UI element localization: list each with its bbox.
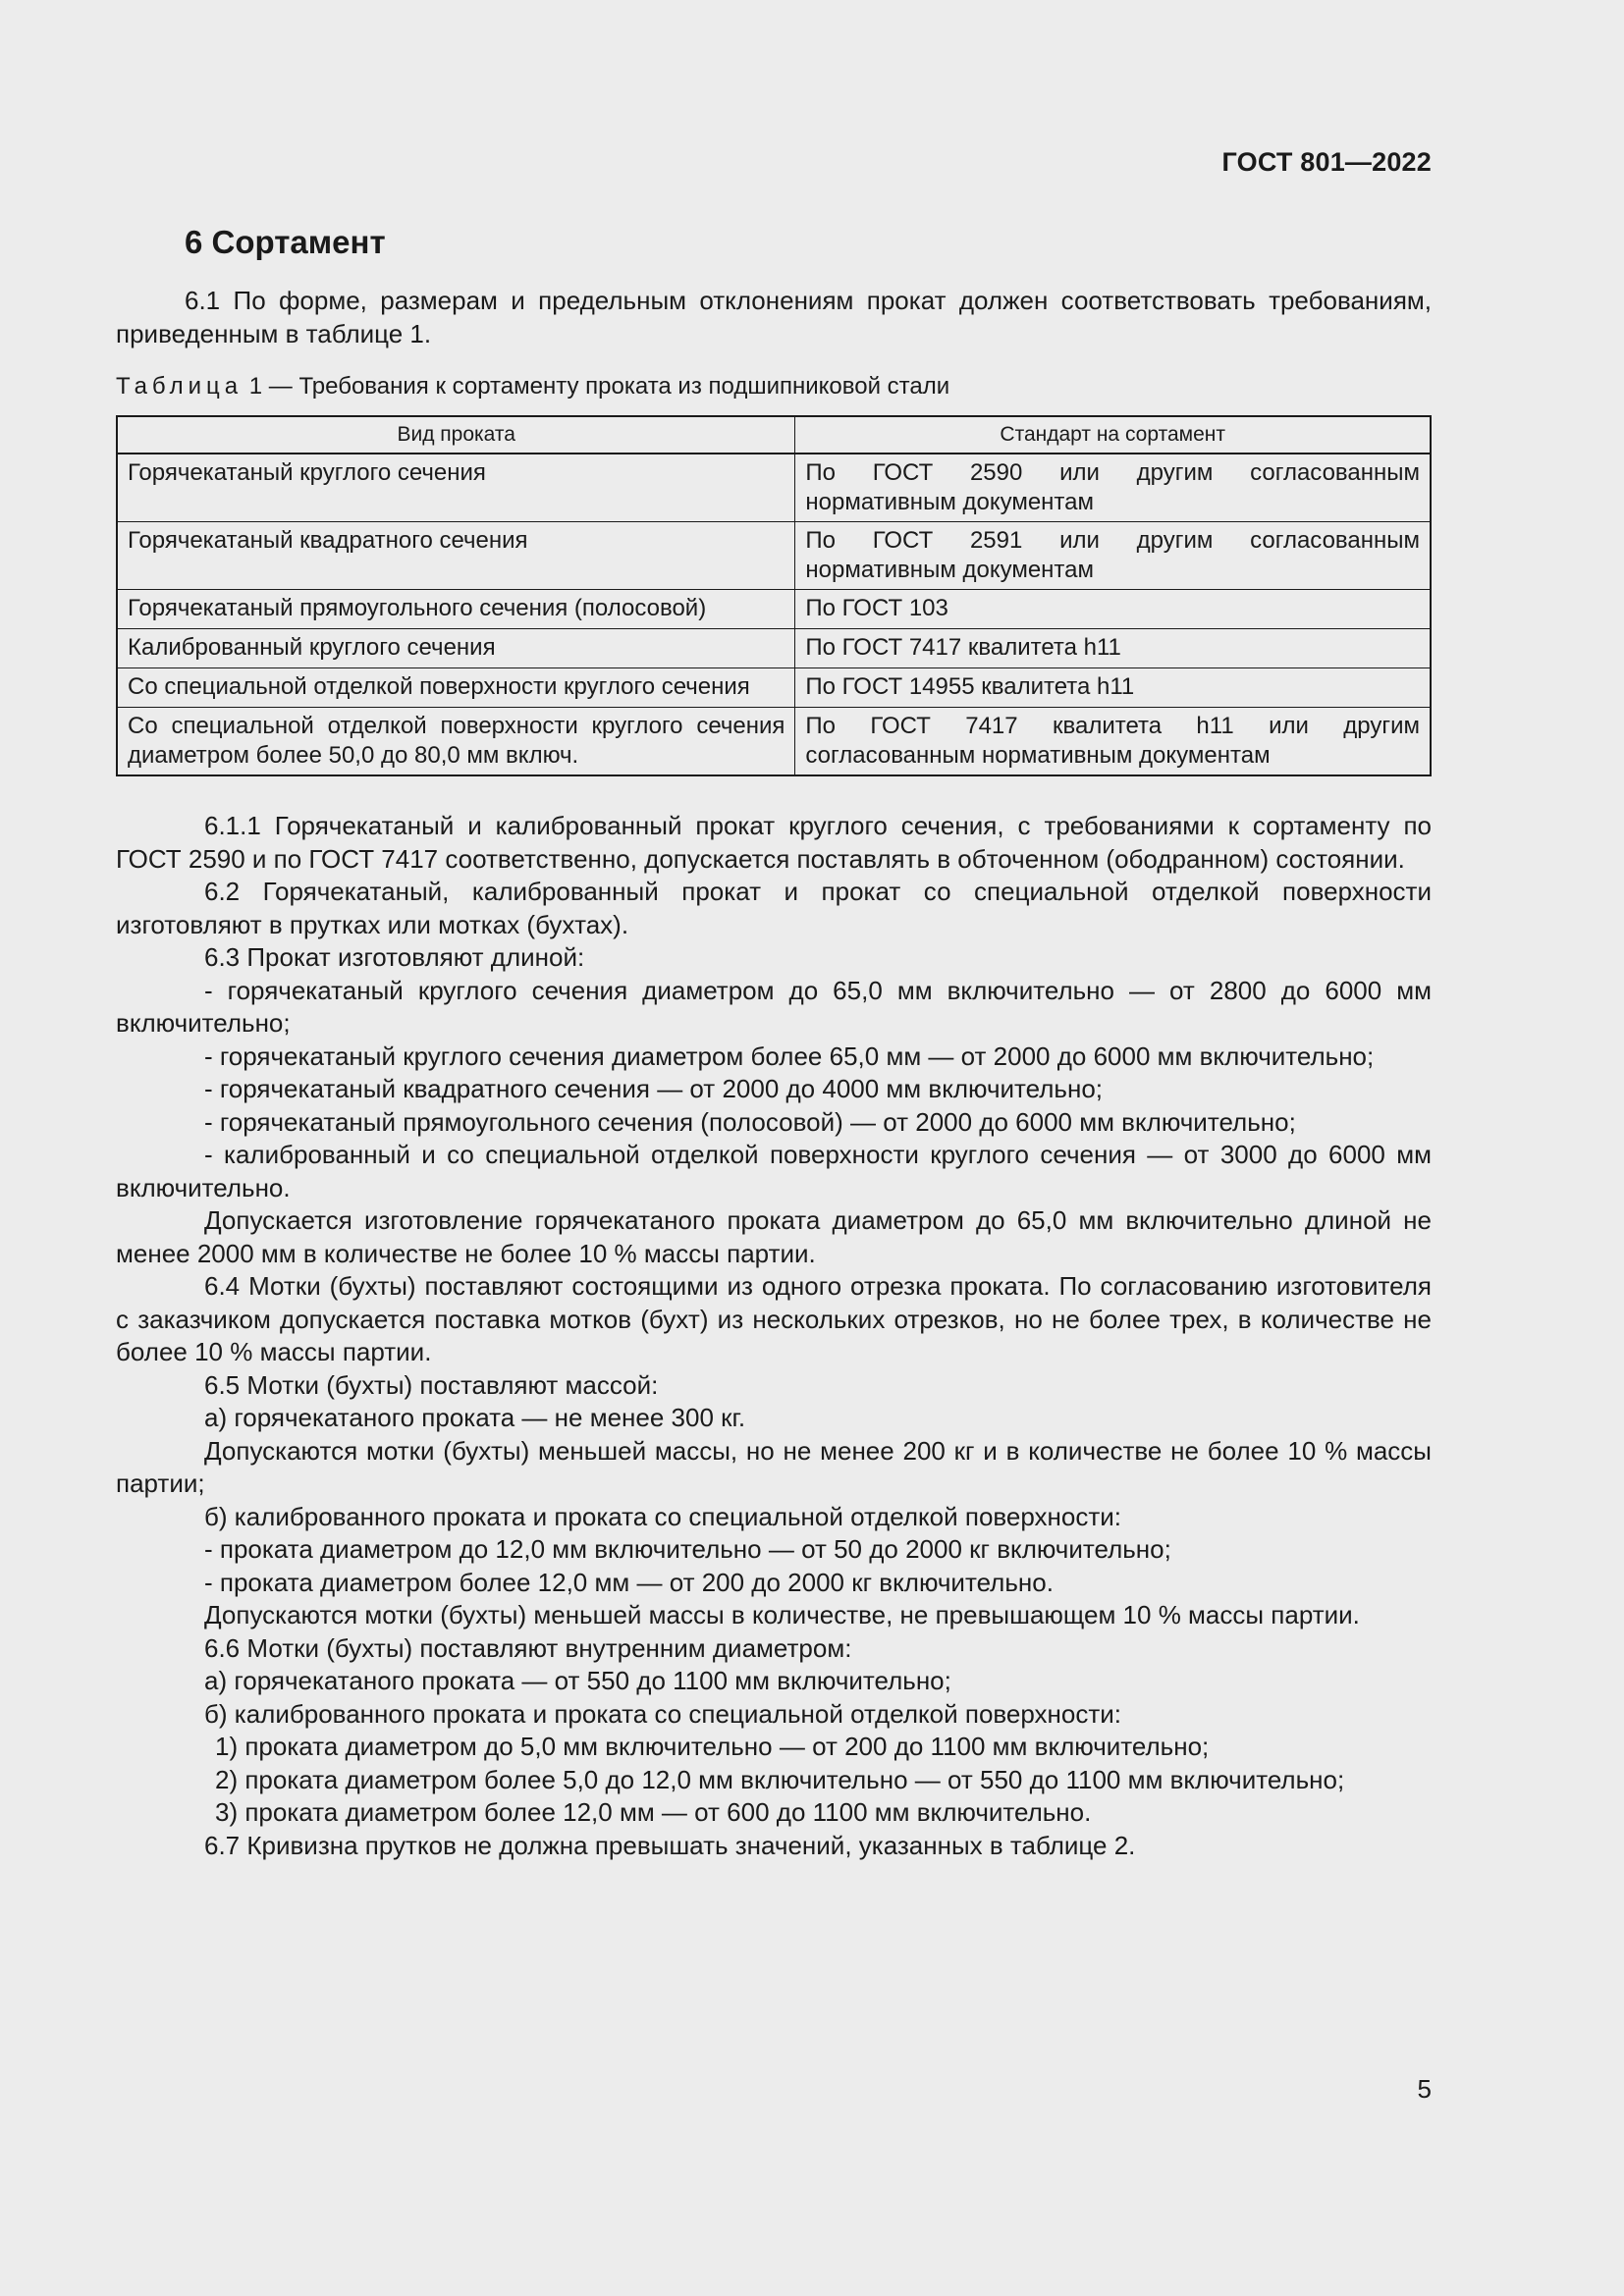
table-cell: Калиброванный круглого сечения (117, 629, 795, 668)
table-row (117, 629, 1431, 668)
list-item: а) горячекатаного проката — от 550 до 1100 мм включительно; (204, 1666, 951, 1695)
paragraph-6-3: 6.3 Прокат изготовляют длиной: (204, 942, 585, 972)
table-cell: Со специальной отделкой поверхности круглого сечения диаметром более 50,0 до 80,0 мм включ. (117, 708, 795, 776)
paragraph-6-5: 6.5 Мотки (бухты) поставляют массой: (204, 1369, 659, 1400)
table-cell: По ГОСТ 7417 квалитета h11 (795, 629, 1431, 668)
table-cell: По ГОСТ 2591 или другим согласованным нормативным документам (795, 522, 1431, 590)
table-row (117, 522, 1431, 590)
list-item: а) горячекатаного проката — не менее 300 кг. (204, 1403, 746, 1432)
body-text (116, 810, 1432, 1862)
table-row (117, 590, 1431, 629)
paragraph-6-4: 6.4 Мотки (бухты) поставляют состоящими из одного отрезка проката. По согласованию изготовителя с заказчиком допускается поставка мотков (бухт) из нескольких отрезков, но не более трех, в количестве не более 10 % массы партии. (116, 1271, 1432, 1366)
list-item: 2) проката диаметром более 5,0 до 12,0 мм включительно — от 550 до 1100 мм включительно; (215, 1764, 1345, 1794)
table-row (117, 668, 1431, 708)
paragraph: Допускаются мотки (бухты) меньшей массы в количестве, не превышающем 10 % массы партии. (204, 1600, 1360, 1629)
paragraph: Допускаются мотки (бухты) меньшей массы, но не менее 200 кг и в количестве не более 10 % массы партии; (116, 1435, 1432, 1498)
list-item: - проката диаметром до 12,0 мм включительно — от 50 до 2000 кг включительно; (204, 1534, 1171, 1564)
table-caption-word: Таблица (116, 373, 244, 400)
header-cell-standard: Стандарт на сортамент (795, 416, 1431, 454)
header-cell-product-type: Вид проката (117, 416, 795, 454)
table-row (117, 708, 1431, 776)
page-number: 5 (1417, 2074, 1432, 2104)
table-caption (116, 373, 949, 400)
paragraph-6-1-1: 6.1.1 Горячекатаный и калиброванный прокат круглого сечения, с требованиями к сортаменту по ГОСТ 2590 и по ГОСТ 7417 соответственно, допускается поставлять в обточенном (ободранном) состоянии. (116, 811, 1432, 874)
paragraph-6-1: 6.1 По форме, размерам и предельным отклонениям прокат должен соответствовать требованиям, приведенным в таблице 1. (116, 286, 1432, 348)
list-item: 1) проката диаметром до 5,0 мм включительно — от 200 до 1100 мм включительно; (215, 1732, 1210, 1761)
section-title: 6 Сортамент (185, 224, 386, 260)
table-header-row (117, 416, 1431, 454)
table-caption-text: 1 — Требования к сортаменту проката из подшипниковой стали (243, 373, 950, 400)
table-cell: Горячекатаный квадратного сечения (117, 522, 795, 590)
sortament-table (116, 415, 1432, 776)
table-cell: По ГОСТ 7417 квалитета h11 или другим согласованным нормативным документам (795, 708, 1431, 776)
list-item: - горячекатаный прямоугольного сечения (полосовой) — от 2000 до 6000 мм включительно; (204, 1106, 1296, 1137)
table-cell: По ГОСТ 14955 квалитета h11 (795, 668, 1431, 708)
paragraph-6-6: 6.6 Мотки (бухты) поставляют внутренним диаметром: (204, 1632, 852, 1663)
paragraph: Допускается изготовление горячекатаного проката диаметром до 65,0 мм включительно длиной не менее 2000 мм в количестве не более 10 % массы партии. (116, 1205, 1432, 1268)
list-item: - горячекатаный круглого сечения диаметром до 65,0 мм включительно — от 2800 до 6000 мм включительно; (116, 975, 1432, 1038)
list-item: - проката диаметром более 12,0 мм — от 200 до 2000 кг включительно. (204, 1567, 1054, 1597)
paragraph-6-2: 6.2 Горячекатаный, калиброванный прокат и прокат со специальной отделкой поверхности изготовляют в прутках или мотках (бухтах). (116, 877, 1432, 939)
table-cell: Горячекатаный круглого сечения (117, 454, 795, 522)
document-page (116, 0, 1432, 2296)
table-cell: Со специальной отделкой поверхности круглого сечения (117, 668, 795, 708)
list-item: - горячекатаный круглого сечения диаметром более 65,0 мм — от 2000 до 6000 мм включительно; (204, 1041, 1375, 1071)
paragraph-6-7: 6.7 Кривизна прутков не должна превышать значений, указанных в таблице 2. (204, 1830, 1136, 1860)
table-cell: Горячекатаный прямоугольного сечения (полосовой) (117, 590, 795, 629)
table-row (117, 454, 1431, 522)
table-cell: По ГОСТ 2590 или другим согласованным нормативным документам (795, 454, 1431, 522)
list-item: 3) проката диаметром более 12,0 мм — от 600 до 1100 мм включительно. (215, 1797, 1092, 1827)
list-item: - калиброванный и со специальной отделкой поверхности круглого сечения — от 3000 до 6000 мм включительно. (116, 1140, 1432, 1202)
list-item: б) калиброванного проката и проката со специальной отделкой поверхности: (204, 1501, 1122, 1531)
table-cell: По ГОСТ 103 (795, 590, 1431, 629)
list-item: - горячекатаный квадратного сечения — от 2000 до 4000 мм включительно; (204, 1074, 1104, 1103)
list-item: б) калиброванного проката и проката со специальной отделкой поверхности: (204, 1698, 1122, 1729)
document-code: ГОСТ 801—2022 (1221, 147, 1432, 177)
